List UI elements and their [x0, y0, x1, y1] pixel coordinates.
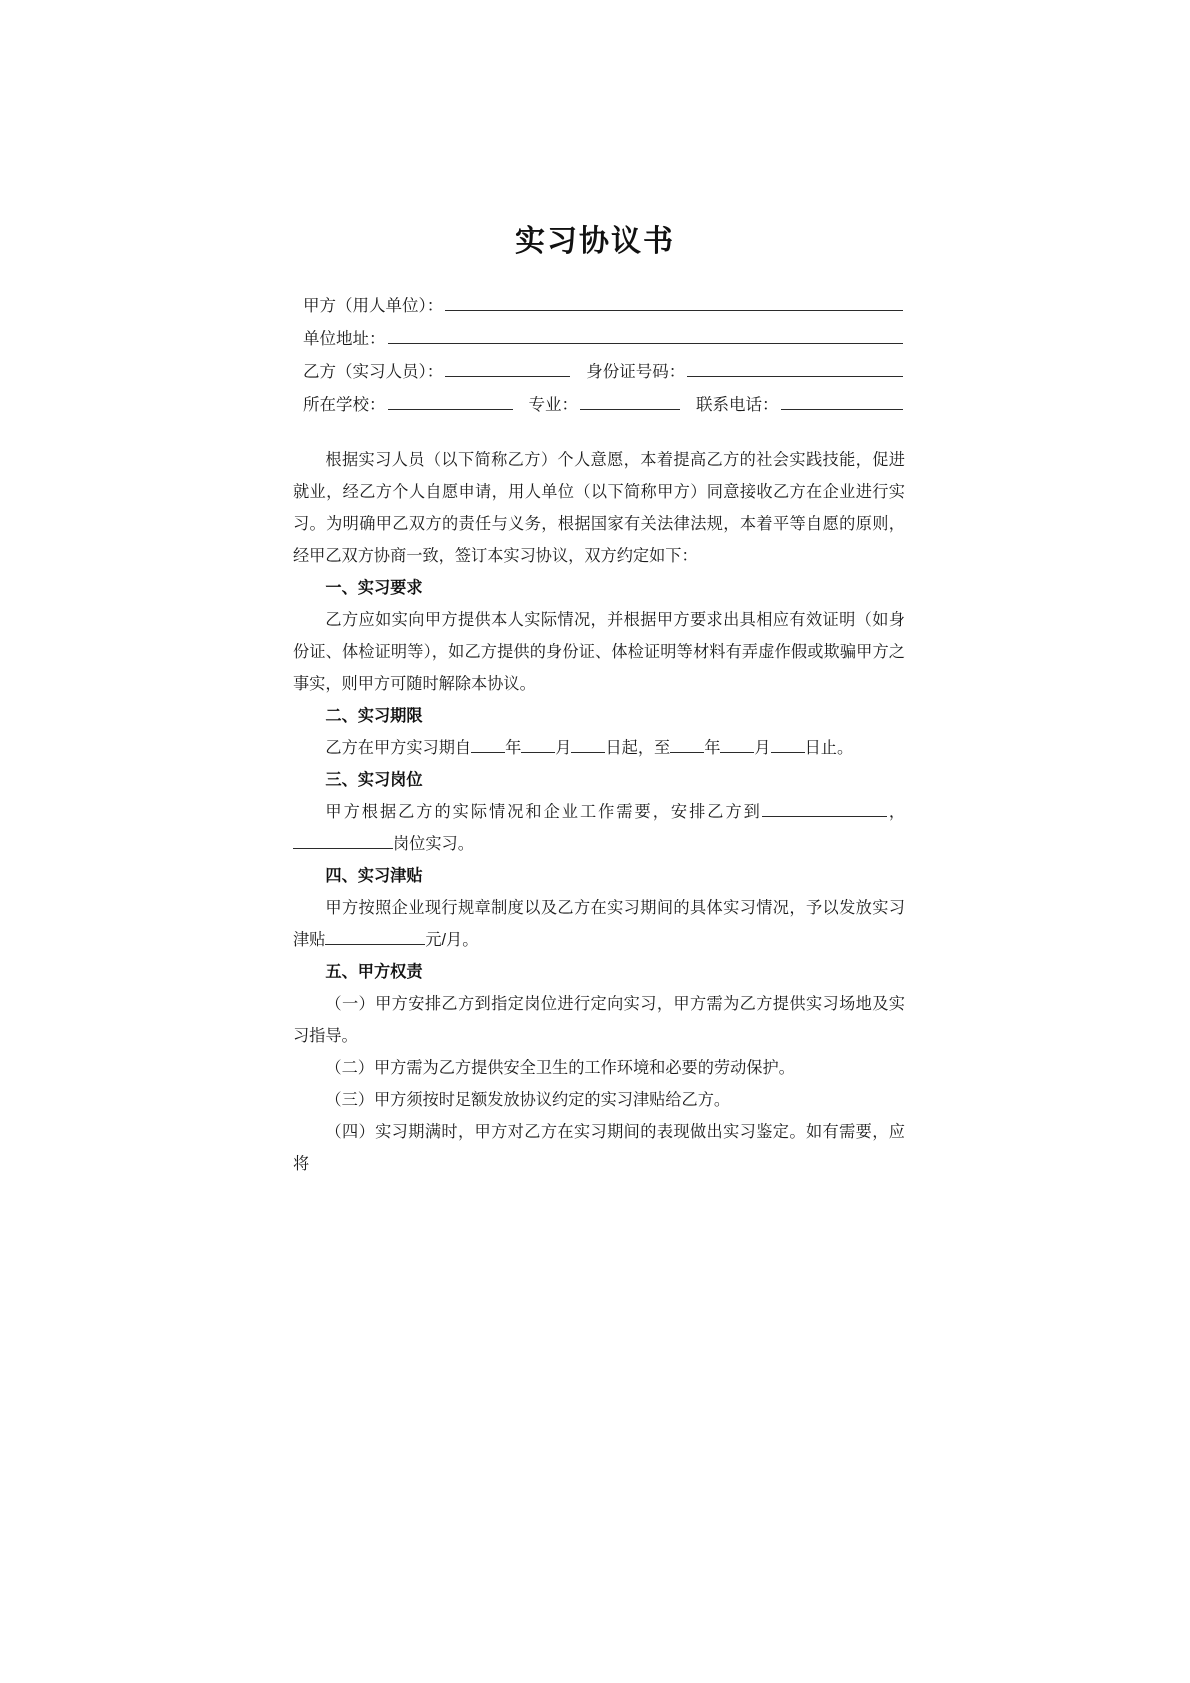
form-row-school — [303, 389, 905, 422]
page-title: 实习协议书 — [515, 225, 675, 258]
section-heading-4: 四、实习津贴 — [325, 867, 423, 885]
section-heading-2: 二、实习期限 — [325, 707, 423, 725]
end-year-input[interactable] — [670, 738, 704, 753]
section-heading-1: 一、实习要求 — [325, 579, 423, 597]
term-text-month-2: 月 — [754, 739, 771, 757]
party-a-input[interactable] — [445, 295, 903, 311]
start-day-input[interactable] — [571, 738, 605, 753]
post-text-start: 甲方根据乙方的实际情况和企业工作需要，安排乙方到 — [325, 803, 762, 821]
section-heading-5: 五、甲方权责 — [325, 963, 423, 981]
section-heading-3: 三、实习岗位 — [325, 771, 423, 789]
end-day-input[interactable] — [771, 738, 805, 753]
party-b-input[interactable] — [445, 361, 570, 377]
major-input[interactable] — [580, 394, 680, 410]
party-b-label: 乙方（实习人员）： — [303, 363, 444, 381]
position-input[interactable] — [293, 834, 393, 849]
id-number-label: 身份证号码： — [586, 363, 686, 381]
start-year-input[interactable] — [471, 738, 505, 753]
term-text-year-2: 年 — [704, 739, 721, 757]
school-input[interactable] — [388, 394, 513, 410]
term-text-end: 日止。 — [804, 739, 854, 757]
allowance-text-start: 甲方按照企业现行规章制度以及乙方在实习期间的具体实习情况，予以发放实习津贴 — [293, 899, 905, 949]
phone-input[interactable] — [781, 394, 904, 410]
major-label: 专业： — [528, 396, 578, 414]
section-5-item-1: （一）甲方安排乙方到指定岗位进行定向实习，甲方需为乙方提供实习场地及实习指导。 — [293, 995, 905, 1045]
post-text-comma: ， — [886, 803, 906, 821]
post-text-end: 岗位实习。 — [393, 835, 474, 853]
unit-address-label: 单位地址： — [303, 330, 386, 348]
term-text-start: 乙方在甲方实习期自 — [325, 739, 472, 757]
department-input[interactable] — [762, 802, 887, 817]
phone-label: 联系电话： — [696, 396, 779, 414]
section-body-1: 乙方应如实向甲方提供本人实际情况，并根据甲方要求出具相应有效证明（如身份证、体检证明等），如乙方提供的身份证、体检证明等材料有弄虚作假或欺骗甲方之事实，则甲方可随时解除本协议。 — [293, 611, 905, 693]
school-label: 所在学校： — [303, 396, 386, 414]
end-month-input[interactable] — [720, 738, 754, 753]
section-5-item-2: （二）甲方需为乙方提供安全卫生的工作环境和必要的劳动保护。 — [325, 1059, 795, 1077]
agreement-body — [285, 444, 905, 1180]
form-row-party-a — [303, 290, 905, 323]
start-month-input[interactable] — [521, 738, 555, 753]
id-number-input[interactable] — [687, 361, 903, 377]
unit-address-input[interactable] — [388, 328, 904, 344]
term-text-month: 月 — [555, 739, 572, 757]
section-body-3 — [293, 796, 905, 860]
section-5-item-3: （三）甲方须按时足额发放协议约定的实习津贴给乙方。 — [325, 1091, 731, 1109]
form-row-unit-address — [303, 323, 905, 356]
party-info-form — [285, 290, 905, 422]
preamble-paragraph: 根据实习人员（以下简称乙方）个人意愿，本着提高乙方的社会实践技能，促进就业，经乙方个人自愿申请，用人单位（以下简称甲方）同意接收乙方在企业进行实习。为明确甲乙双方的责任与义务，根据国家有关法律法规，本着平等自愿的原则，经甲乙双方协商一致，签订本实习协议，双方约定如下： — [293, 451, 905, 565]
allowance-amount-input[interactable] — [325, 930, 425, 945]
form-row-party-b — [303, 356, 905, 389]
term-text-to: 日起，至 — [605, 739, 671, 757]
section-body-2 — [293, 732, 905, 764]
term-text-year: 年 — [505, 739, 522, 757]
section-body-4 — [293, 892, 905, 956]
allowance-text-end: 元/月。 — [425, 931, 479, 949]
party-a-label: 甲方（用人单位）： — [303, 297, 444, 315]
section-5-item-4: （四）实习期满时，甲方对乙方在实习期间的表现做出实习鉴定。如有需要，应将 — [293, 1123, 905, 1173]
